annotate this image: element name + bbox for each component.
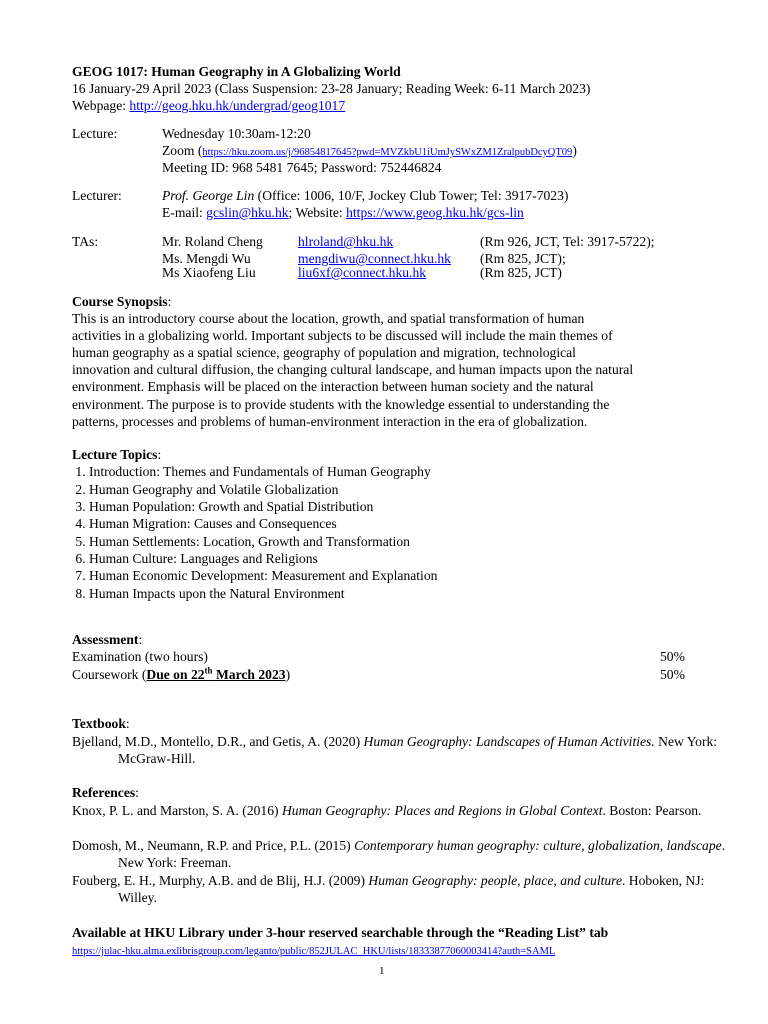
reference-item: [72, 802, 743, 819]
exam-label: Examination (two hours): [72, 649, 208, 664]
coursework-suffix: ): [285, 667, 291, 682]
reference-title: Human Geography: people, place, and culture: [368, 873, 622, 888]
reference-item: [72, 837, 743, 871]
textbook-title: Human Geography: Landscapes of Human Activities.: [363, 734, 655, 749]
coursework-percentage: 50%: [660, 667, 685, 682]
library-note: Available at HKU Library under 3-hour reserved searchable through the “Reading List” tab: [72, 925, 609, 940]
textbook-authors: Bjelland, M.D., Montello, D.R., and Getis, A. (2020): [72, 734, 364, 749]
topic-item: 8. Human Impacts upon the Natural Environment: [72, 586, 345, 601]
lecture-time: Wednesday 10:30am-12:20: [162, 126, 311, 141]
topic-item: 2. Human Geography and Volatile Globalization: [72, 482, 339, 497]
references-heading: [72, 784, 139, 801]
coursework-line: [72, 666, 290, 683]
synopsis-heading-text: Course Synopsis: [72, 294, 168, 309]
reference-publisher: . Hoboken, NJ: Willey.: [118, 873, 705, 905]
exam-percentage: 50%: [660, 649, 685, 664]
lecturer-contact-line: [162, 204, 524, 221]
webpage-label: Webpage:: [72, 98, 130, 113]
assessment-heading-text: Assessment: [72, 632, 139, 647]
coursework-due-text: Due on 22: [146, 667, 205, 682]
synopsis-line: activities in a globalizing world. Important subjects to be discussed will include the main themes of: [72, 328, 613, 343]
assessment-heading: [72, 631, 142, 648]
coursework-due-month: March 2023: [212, 667, 286, 682]
zoom-suffix: ): [572, 143, 577, 158]
lecturer-line: [162, 187, 568, 204]
reference-publisher: . Boston: Pearson.: [602, 803, 702, 818]
topic-item: 7. Human Economic Development: Measurement and Explanation: [72, 568, 438, 583]
synopsis-line: environment. Emphasis will be placed on the interaction between human society and the natural: [72, 379, 594, 394]
references-colon: :: [135, 785, 139, 800]
synopsis-heading: [72, 293, 171, 310]
reference-authors: Knox, P. L. and Marston, S. A. (2016): [72, 803, 282, 818]
page-number: 1: [379, 965, 385, 977]
topics-heading-text: Lecture Topics: [72, 447, 158, 462]
textbook-colon: :: [125, 716, 130, 731]
ta-email-link[interactable]: mengdiwu@connect.hku.hk: [298, 251, 451, 266]
topic-item: 5. Human Settlements: Location, Growth and Transformation: [72, 534, 410, 549]
ta-name: Ms Xiaofeng Liu: [162, 265, 256, 280]
textbook-heading-text: Textbook: [72, 716, 126, 731]
topics-colon: :: [157, 447, 162, 462]
reading-list-link[interactable]: https://julac-hku.alma.exlibrisgroup.com/leganto/public/852JULAC_HKU/lists/18333877060003414?auth=SAML: [72, 946, 556, 957]
webpage-line: [72, 97, 345, 114]
zoom-link[interactable]: https://hku.zoom.us/j/96854817645?pwd=MVZkbU1iUmJySWxZM1ZralpubDcyQT09: [202, 147, 573, 158]
textbook-heading: [72, 715, 130, 732]
ta-room: (Rm 825, JCT);: [480, 251, 566, 266]
reference-authors: Fouberg, E. H., Murphy, A.B. and de Blij, H.J. (2009): [72, 873, 369, 888]
references-heading-text: References: [72, 785, 136, 800]
meeting-info: Meeting ID: 968 5481 7645; Password: 752446824: [162, 160, 442, 175]
topics-heading: [72, 446, 161, 463]
topic-item: 6. Human Culture: Languages and Religions: [72, 551, 318, 566]
reference-title: Contemporary human geography: culture, globalization, landscape: [354, 838, 722, 853]
website-label: ; Website:: [288, 205, 347, 220]
coursework-due-suffix: th: [204, 665, 213, 676]
topic-item: 4. Human Migration: Causes and Consequences: [72, 516, 337, 531]
lecturer-office: (Office: 1006, 10/F, Jockey Club Tower; Tel: 3917-7023): [254, 188, 569, 203]
topic-item: 1. Introduction: Themes and Fundamentals of Human Geography: [72, 464, 431, 479]
reference-publisher: . New York: Freeman.: [118, 838, 726, 870]
synopsis-colon: :: [167, 294, 172, 309]
lecturer-name: Prof. George Lin: [162, 188, 255, 203]
reference-title: Human Geography: Places and Regions in Global Context: [281, 803, 603, 818]
email-label: E-mail:: [162, 205, 207, 220]
ta-email-link[interactable]: hlroland@hku.hk: [298, 234, 394, 249]
reference-item: [72, 872, 743, 906]
tas-label: TAs:: [72, 234, 99, 249]
zoom-prefix: Zoom (: [162, 143, 203, 158]
lecture-label: Lecture:: [72, 126, 118, 141]
synopsis-line: patterns, processes and problems of human-environment interaction in the era of globalization.: [72, 414, 588, 429]
reference-authors: Domosh, M., Neumann, R.P. and Price, P.L. (2015): [72, 838, 355, 853]
ta-name: Ms. Mengdi Wu: [162, 251, 251, 266]
coursework-due: [146, 667, 285, 682]
lecturer-label: Lecturer:: [72, 188, 122, 203]
course-title: GEOG 1017: Human Geography in A Globalizing World: [72, 64, 401, 79]
lecturer-website-link[interactable]: https://www.geog.hku.hk/gcs-lin: [346, 205, 524, 220]
ta-name: Mr. Roland Cheng: [162, 234, 263, 249]
topic-item: 3. Human Population: Growth and Spatial Distribution: [72, 499, 374, 514]
ta-email-link[interactable]: liu6xf@connect.hku.hk: [298, 265, 427, 280]
ta-room: (Rm 825, JCT): [480, 265, 562, 280]
webpage-link[interactable]: http://geog.hku.hk/undergrad/geog1017: [129, 98, 346, 113]
ta-room: (Rm 926, JCT, Tel: 3917-5722);: [480, 234, 655, 249]
lecturer-email-link[interactable]: gcslin@hku.hk: [206, 205, 289, 220]
synopsis-line: This is an introductory course about the location, growth, and spatial transformation of human: [72, 311, 585, 326]
textbook-citation: [72, 733, 743, 767]
textbook-publisher: New York: McGraw-Hill.: [118, 734, 718, 766]
synopsis-line: environment. The purpose is to provide students with the knowledge essential to understanding the: [72, 397, 610, 412]
coursework-prefix: Coursework (: [72, 667, 147, 682]
course-dates: 16 January-29 April 2023 (Class Suspension: 23-28 January; Reading Week: 6-11 March 2023): [72, 81, 591, 96]
synopsis-line: innovation and cultural diffusion, the changing cultural landscape, and human impacts upon the natural: [72, 362, 634, 377]
assessment-colon: :: [138, 632, 143, 647]
synopsis-line: human geography as a spatial science, geography of population and migration, technological: [72, 345, 576, 360]
